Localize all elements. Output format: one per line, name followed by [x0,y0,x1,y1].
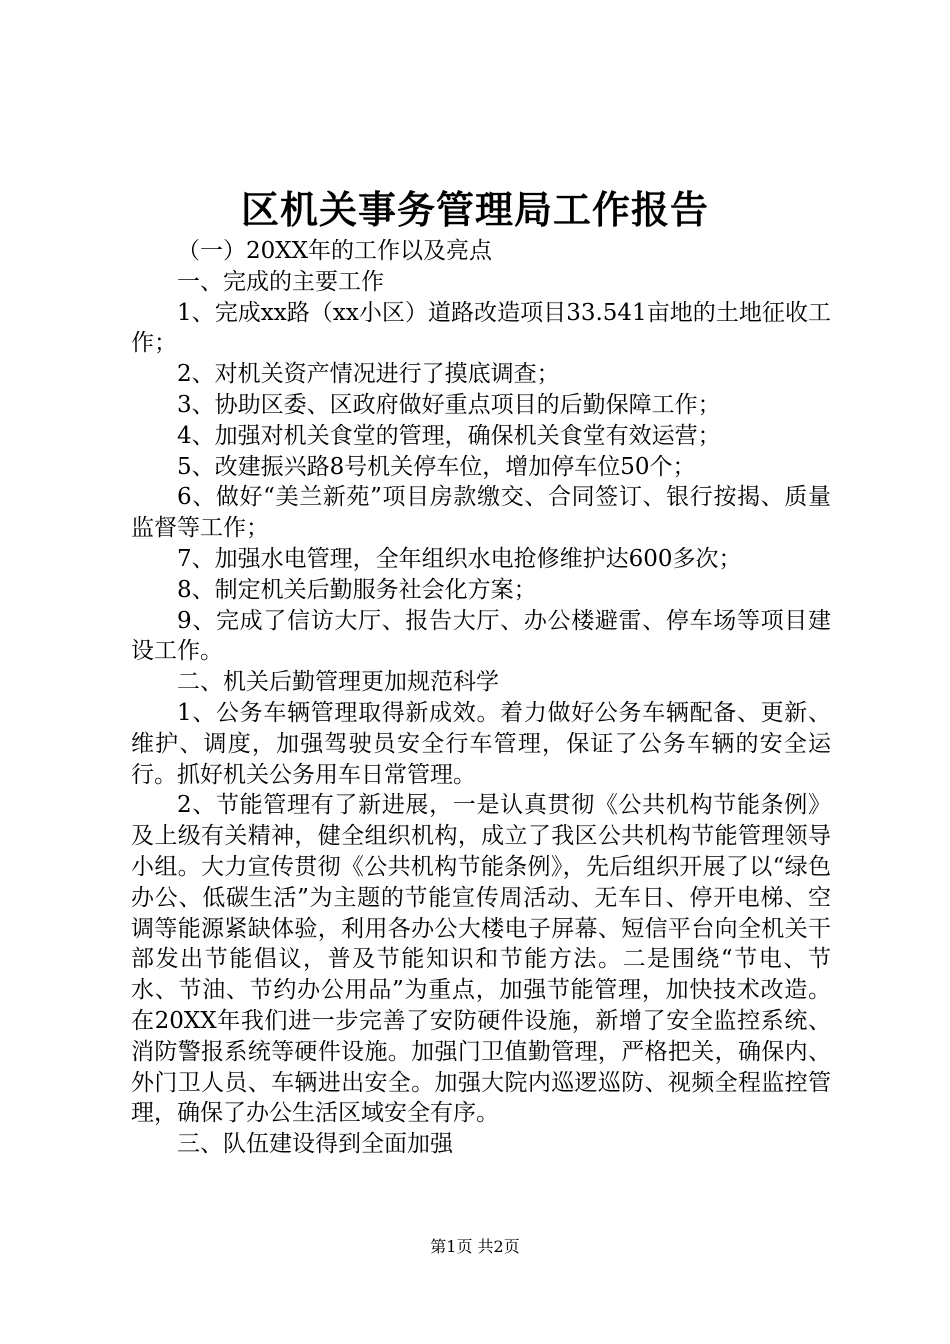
section-heading-achievements: （一）20XX年的工作以及亮点 [177,238,493,264]
work-item-4: 4、加强对机关食堂的管理，确保机关食堂有效运营； [177,422,721,449]
document-body [131,236,831,1160]
page-footer: 第1页 共2页 [430,1237,520,1256]
section-heading-team: 三、队伍建设得到全面加强 [177,1131,453,1158]
section-heading-main-work: 一、完成的主要工作 [177,268,384,295]
logistics-item-energy: 2、节能管理有了新进展，一是认真贯彻《公共机构节能条例》及上级有关精神，健全组织机构，成立了我区公共机构节能管理领导小组。大力宣传贯彻《公共机构节能条例》，先后组织开展了以“绿色办公、低碳生活”为主题的节能宣传周活动、无车日、停开电梯、空调等能源紧缺体验，利用各办公大楼电子屏幕、短信平台向全机关干部发出节能倡议，普及节能知识和节能方法。二是围绕“节电、节水、节油、节约办公用品”为重点，加强节能管理，加快技术改造。在20XX年我们进一步完善了安防硬件设施，新增了安全监控系统、消防警报系统等硬件设施。加强门卫值勤管理，严格把关，确保内、外门卫人员、车辆进出安全。加强大院内巡逻巡防、视频全程监控管理，确保了办公生活区域安全有序。 [131,792,831,1127]
work-item-7: 7、加强水电管理，全年组织水电抢修维护达600多次； [177,545,742,572]
document-title: 区机关事务管理局工作报告 [240,187,709,232]
section-heading-logistics: 二、机关后勤管理更加规范科学 [177,669,499,696]
work-item-2: 2、对机关资产情况进行了摸底调查； [177,361,560,388]
work-item-8: 8、制定机关后勤服务社会化方案； [177,576,537,603]
work-item-6: 6、做好“美兰新苑”项目房款缴交、合同签订、银行按揭、质量监督等工作； [131,484,831,542]
work-item-1: 1、完成xx路（xx小区）道路改造项目33.541亩地的土地征收工作； [131,299,831,357]
work-item-5: 5、改建振兴路8号机关停车位，增加停车位50个； [177,453,696,480]
work-item-9: 9、完成了信访大厅、报告大厅、办公楼避雷、停车场等项目建设工作。 [131,607,831,665]
logistics-item-vehicles: 1、公务车辆管理取得新成效。着力做好公务车辆配备、更新、维护、调度，加强驾驶员安全行车管理，保证了公务车辆的安全运行。抓好机关公务用车日常管理。 [131,699,831,788]
work-item-3: 3、协助区委、区政府做好重点项目的后勤保障工作； [177,391,721,418]
